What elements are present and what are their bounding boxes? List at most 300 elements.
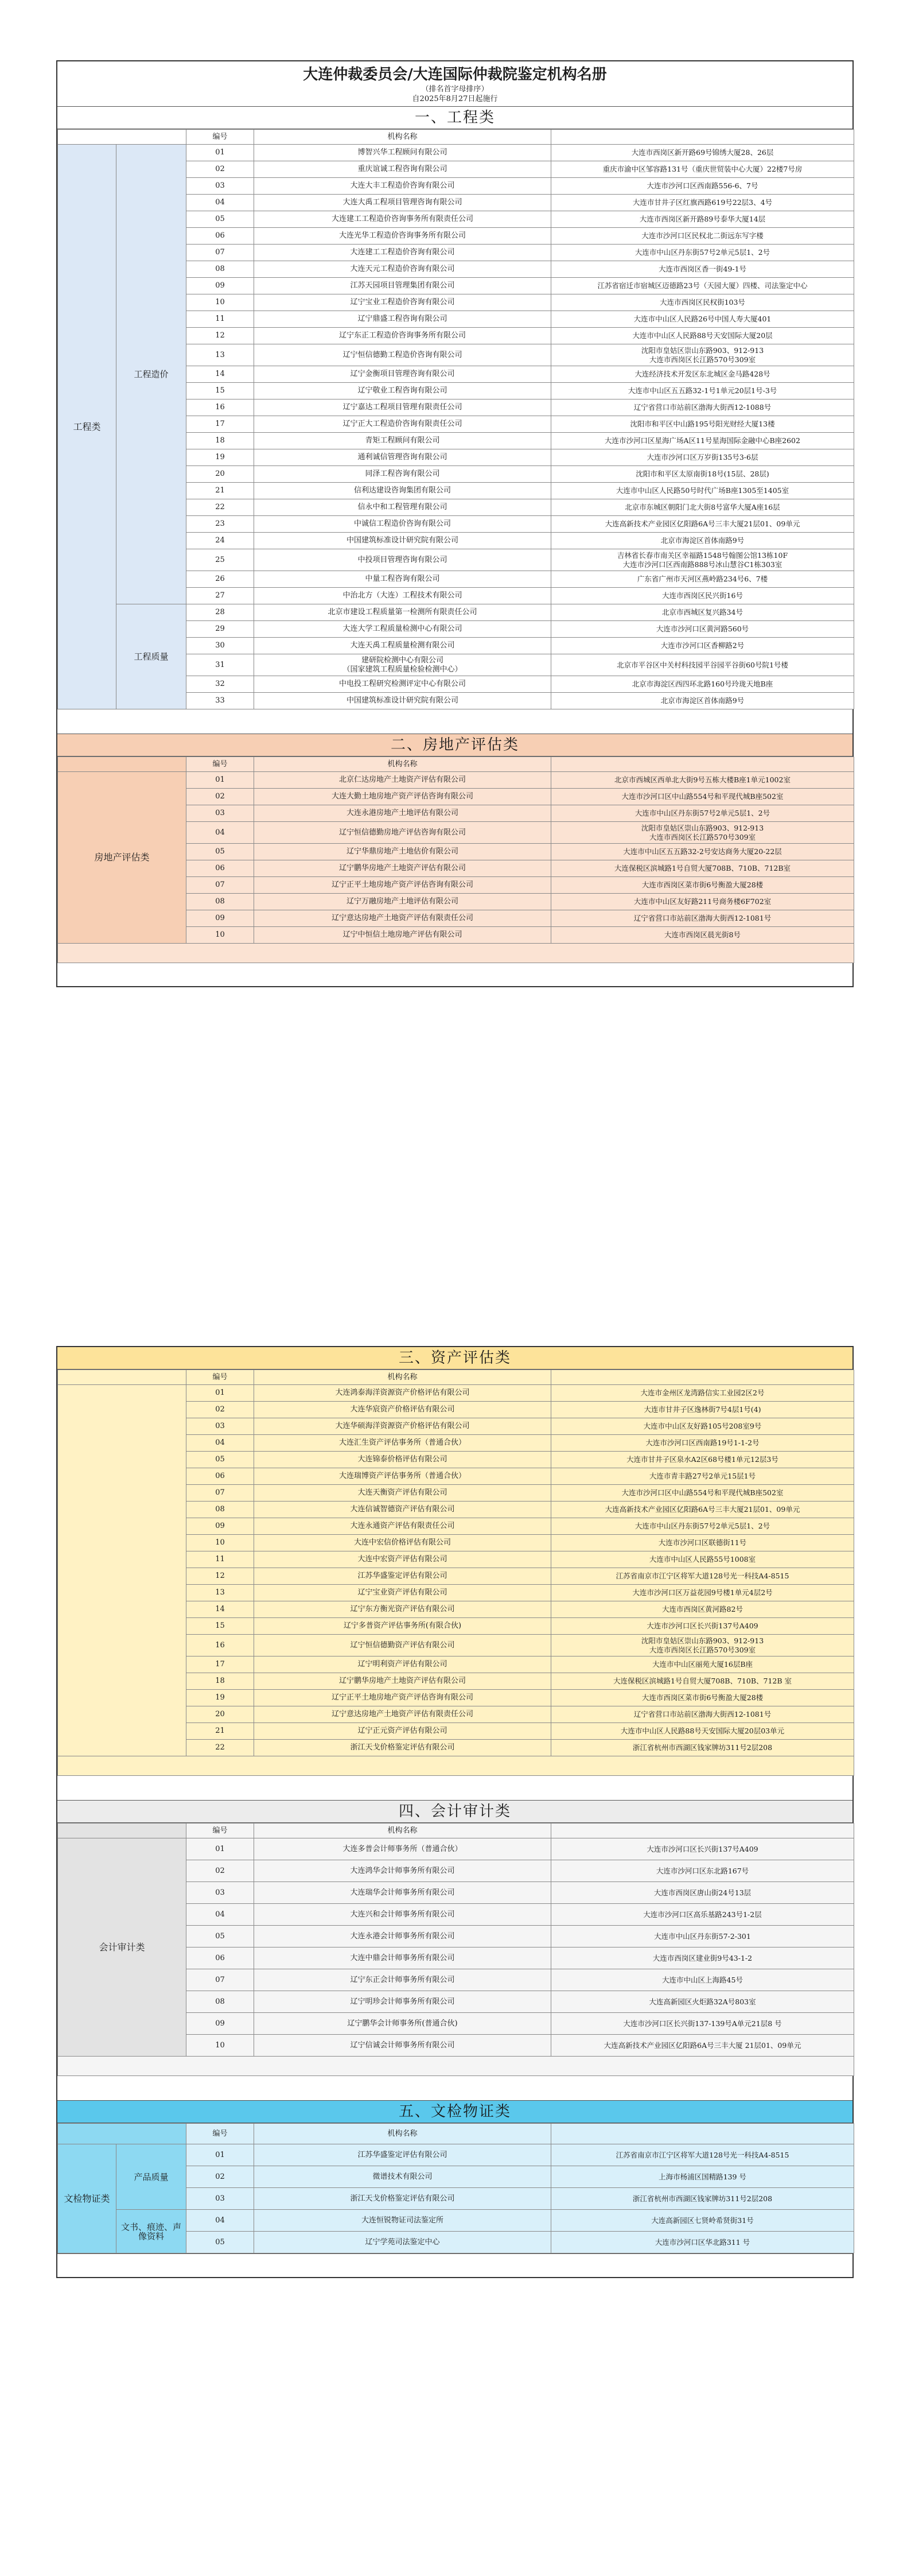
institution-name: 辽宁东正会计师事务所有限公司: [254, 1969, 551, 1991]
institution-name: 辽宁恒信德勤工程造价咨询有限公司: [254, 344, 551, 366]
institution-name: 辽宁鹏华房地产土地资产评估有限公司: [254, 860, 551, 877]
institution-address: 北京市海淀区西四环北路160号玲珑天地B座: [551, 676, 854, 693]
header-name: 机构名称: [254, 1370, 551, 1385]
institution-address: 大连市西岗区黄河路82号: [551, 1601, 854, 1618]
row-number: 10: [186, 927, 254, 944]
row-number: 02: [186, 161, 254, 178]
title-block: [57, 61, 852, 107]
institution-address: 大连经济技术开发区东北城区金马路428号: [551, 366, 854, 383]
institution-address: 大连高新园区火炬路32A号803室: [551, 1991, 854, 2013]
institution-name: 大连大勤土地房地产资产评估咨询有限公司: [254, 789, 551, 805]
institution-name: 大连中宏资产评估有限公司: [254, 1551, 551, 1568]
institution-name: 重庆谊诚工程咨询有限公司: [254, 161, 551, 178]
row-number: 11: [186, 311, 254, 328]
institution-name: 大连大学工程质量检测中心有限公司: [254, 621, 551, 638]
row-number: 05: [186, 1926, 254, 1947]
blank-cell: [58, 1756, 854, 1776]
institution-name: 大连建工工程造价咨询事务所有限责任公司: [254, 211, 551, 228]
table-row: [58, 1385, 854, 1402]
row-number: 09: [186, 2013, 254, 2035]
row-number: 05: [186, 1452, 254, 1468]
institution-name: 大连华硕海洋资源资产价格评估有限公司: [254, 1418, 551, 1435]
institution-name: 北京市建设工程质量第一检测所有限责任公司: [254, 604, 551, 621]
institution-name: 大连瑞博资产评估事务所（普通合伙）: [254, 1468, 551, 1485]
institution-name: 辽宁敬业工程咨询有限公司: [254, 383, 551, 399]
row-number: 10: [186, 294, 254, 311]
institution-name: 同泽工程咨询有限公司: [254, 466, 551, 483]
institution-address: 大连市中山区五五路32-2号安达商务大厦20-22层: [551, 844, 854, 860]
institution-name: 辽宁万融房地产土地评估有限公司: [254, 894, 551, 910]
institution-name: 江苏华盛鉴定评估有限公司: [254, 1568, 551, 1585]
institution-name: 辽宁正元资产评估有限公司: [254, 1723, 551, 1740]
institution-address: 大连市西岗区民兴街16号: [551, 588, 854, 604]
institution-address: 大连市中山区丽苑大厦16层B座: [551, 1656, 854, 1673]
institution-address: 大连保税区滨城路1号自贸大厦708B、710B、712B室: [551, 860, 854, 877]
institution-address: 沈阳市皇姑区崇山东路903、912-913 大连市西岗区长江路570号309室: [551, 1635, 854, 1656]
institution-name: 辽宁东正工程造价咨询事务所有限公司: [254, 328, 551, 344]
institution-address: 大连保税区滨城路1号自贸大厦708B、710B、712B 室: [551, 1673, 854, 1690]
institution-address: 大连市中山区上海路45号: [551, 1969, 854, 1991]
section-table: [57, 1823, 854, 2076]
row-number: 14: [186, 1601, 254, 1618]
institution-address: 大连高新技术产业园区亿阳路6A号三丰大厦21层01、09单元: [551, 516, 854, 533]
institution-address: 大连市金州区龙湾路信实工业园2区2号: [551, 1385, 854, 1402]
row-number: 01: [186, 2144, 254, 2166]
row-number: 06: [186, 228, 254, 245]
institution-address: 大连市西岗区菜市街6号衡盈大厦28楼: [551, 877, 854, 894]
row-number: 05: [186, 211, 254, 228]
row-number: 12: [186, 328, 254, 344]
institution-address: 大连高新园区七贤岭希贤街31号: [551, 2210, 854, 2232]
institution-address: 沈阳市和平区中山路195号阳光财经大厦13楼: [551, 416, 854, 433]
institution-address: 大连市沙河口区香柳路2号: [551, 638, 854, 654]
institution-name: 大连信诚智德资产评估有限公司: [254, 1502, 551, 1518]
institution-address: 辽宁省营口市站前区渤海大街西12-1081号: [551, 1706, 854, 1723]
row-number: 17: [186, 416, 254, 433]
row-number: 06: [186, 1947, 254, 1969]
institution-address: 大连市西岗区新开路89号泰华大厦14层: [551, 211, 854, 228]
blank-cell: [58, 2057, 854, 2076]
institution-name: 中量工程咨询有限公司: [254, 571, 551, 588]
institution-address: 大连市青丰路27号2单元15层1号: [551, 1468, 854, 1485]
institution-address: 北京市西城区复兴路34号: [551, 604, 854, 621]
row-number: 20: [186, 466, 254, 483]
institution-name: 大连天元工程造价咨询有限公司: [254, 261, 551, 278]
row-number: 21: [186, 483, 254, 499]
institution-name: 辽宁学苑司法鉴定中心: [254, 2232, 551, 2253]
header-blank: [58, 130, 186, 145]
row-number: 03: [186, 1882, 254, 1904]
section-table: [57, 1370, 854, 1776]
row-number: 24: [186, 533, 254, 549]
section-asset-appraisal: [57, 1347, 852, 1776]
row-number: 08: [186, 894, 254, 910]
institution-name: 中国建筑标准设计研究院有限公司: [254, 693, 551, 709]
institution-address: 大连市甘井子区泉水A2区68号楼1单元12层3号: [551, 1452, 854, 1468]
section-spacer: [57, 2076, 852, 2101]
institution-address: 江苏省南京市江宁区将军大道128号光一科技A4-8515: [551, 2144, 854, 2166]
header-blank: [58, 1370, 186, 1385]
institution-address: 沈阳市和平区太原南街18号(15层、28层): [551, 466, 854, 483]
institution-name: 北京仁达房地产土地资产评估有限公司: [254, 772, 551, 789]
row-number: 18: [186, 1673, 254, 1690]
institution-address: 大连市西岗区民权街103号: [551, 294, 854, 311]
row-number: 01: [186, 145, 254, 161]
institution-address: 大连市中山区人民路55号1008室: [551, 1551, 854, 1568]
header-no: 编号: [186, 130, 254, 145]
institution-address: 大连高新技术产业园区亿阳路6A号三丰大厦 21层01、09单元: [551, 2035, 854, 2057]
institution-name: 大连鸿华会计师事务所有限公司: [254, 1860, 551, 1882]
section-title: 一、工程类: [57, 107, 852, 129]
institution-name: 辽宁华鼎房地产土地估价有限公司: [254, 844, 551, 860]
row-number: 06: [186, 860, 254, 877]
row-number: 07: [186, 1485, 254, 1502]
institution-name: 大连恒锐物证司法鉴定所: [254, 2210, 551, 2232]
institution-address: 大连市中山区丹东街57号2单元5层1、2号: [551, 805, 854, 822]
institution-name: 中治北方（大连）工程技术有限公司: [254, 588, 551, 604]
row-number: 08: [186, 261, 254, 278]
sort-note: （排名首字母排序）: [421, 85, 489, 94]
row-number: 01: [186, 1385, 254, 1402]
table-header-row: [58, 130, 854, 145]
row-number: 04: [186, 822, 254, 844]
category-label: 会计审计类: [58, 1838, 186, 2057]
institution-name: 辽宁宝业资产评估有限公司: [254, 1585, 551, 1601]
institution-name: 大连中宏信价格评估有限公司: [254, 1535, 551, 1551]
row-number: 22: [186, 499, 254, 516]
institution-name: 辽宁正大工程造价咨询有限责任公司: [254, 416, 551, 433]
institution-address: 大连市沙河口区长兴街137-139号A单元21层8 号: [551, 2013, 854, 2035]
institution-name: 通利诚信管理咨询有限公司: [254, 449, 551, 466]
table-blank-row: [58, 944, 854, 963]
row-number: 19: [186, 1690, 254, 1706]
section-documents-evidence: [57, 2101, 852, 2253]
row-number: 28: [186, 604, 254, 621]
institution-address: 大连市沙河口区西南路556-6、7号: [551, 178, 854, 195]
institution-address: 大连市沙河口区万岁街135号3-6层: [551, 449, 854, 466]
row-number: 04: [186, 195, 254, 211]
institution-name: 大连永港会计师事务所有限公司: [254, 1926, 551, 1947]
row-number: 13: [186, 1585, 254, 1601]
category-label: 工程类: [58, 145, 116, 709]
subcategory-label: 产品质量: [116, 2144, 186, 2210]
institution-name: 大连天禹工程质量检测有限公司: [254, 638, 551, 654]
institution-name: 辽宁中恒信土地房地产评估有限公司: [254, 927, 551, 944]
header-blank: [58, 2124, 186, 2144]
institution-name: 中投项目管理咨询有限公司: [254, 549, 551, 571]
institution-address: 浙江省杭州市西湖区钱家牌坊311号2层208: [551, 1740, 854, 1756]
institution-name: 中电投工程研究检测评定中心有限公司: [254, 676, 551, 693]
institution-address: 大连市甘井子区逸林街7号4层1号(4): [551, 1402, 854, 1418]
row-number: 17: [186, 1656, 254, 1673]
row-number: 25: [186, 549, 254, 571]
institution-name: 大连光华工程造价咨询事务所有限公司: [254, 228, 551, 245]
category-label: 房地产评估类: [58, 772, 186, 944]
header-no: 编号: [186, 1370, 254, 1385]
row-number: 04: [186, 1435, 254, 1452]
row-number: 06: [186, 1468, 254, 1485]
institution-name: 辽宁正平土地房地产资产评估咨询有限公司: [254, 1690, 551, 1706]
institution-address: 大连市中山区友好路105号208室9号: [551, 1418, 854, 1435]
row-number: 07: [186, 245, 254, 261]
row-number: 12: [186, 1568, 254, 1585]
institution-name: 大连永港房地产土地评估有限公司: [254, 805, 551, 822]
institution-name: 中国建筑标准设计研究院有限公司: [254, 533, 551, 549]
institution-name: 大连大丰工程造价咨询有限公司: [254, 178, 551, 195]
header-no: 编号: [186, 2124, 254, 2144]
institution-address: 大连市沙河口区民权北二街远东写字楼: [551, 228, 854, 245]
row-number: 08: [186, 1502, 254, 1518]
section-table: [57, 129, 854, 709]
header-name: 机构名称: [254, 1824, 551, 1838]
section-spacer: [57, 2253, 852, 2277]
row-number: 02: [186, 1402, 254, 1418]
institution-address: 上海市杨浦区国精路139 号: [551, 2166, 854, 2188]
row-number: 03: [186, 178, 254, 195]
row-number: 10: [186, 1535, 254, 1551]
row-number: 01: [186, 772, 254, 789]
header-name: 机构名称: [254, 2124, 551, 2144]
institution-name: 青矩工程顾问有限公司: [254, 433, 551, 449]
row-number: 19: [186, 449, 254, 466]
institution-address: 大连高新技术产业园区亿阳路6A号三丰大厦21层01、09单元: [551, 1502, 854, 1518]
section-spacer: [57, 709, 852, 734]
institution-address: 大连市西岗区香一街49-1号: [551, 261, 854, 278]
row-number: 13: [186, 344, 254, 366]
institution-address: 大连市西岗区晨光街8号: [551, 927, 854, 944]
header-no: 编号: [186, 1824, 254, 1838]
institution-name: 大连永通资产评估有限责任公司: [254, 1518, 551, 1535]
row-number: 23: [186, 516, 254, 533]
row-number: 16: [186, 1635, 254, 1656]
institution-name: 辽宁意达房地产土地资产评估有限责任公司: [254, 1706, 551, 1723]
institution-address: 大连市沙河口区星海广场A区11号星海国际金融中心B座2602: [551, 433, 854, 449]
institution-address: 大连市西岗区新开路69号锦绣大厦28、26层: [551, 145, 854, 161]
registry-sheet-page-2: [56, 1346, 854, 2278]
institution-address: 大连市中山区人民路26号中国人寿大厦401: [551, 311, 854, 328]
row-number: 04: [186, 1904, 254, 1926]
institution-address: 大连市沙河口区东北路167号: [551, 1860, 854, 1882]
row-number: 18: [186, 433, 254, 449]
institution-address: 大连市西岗区唐山街24号13层: [551, 1882, 854, 1904]
table-header-row: [58, 2124, 854, 2144]
institution-name: 辽宁金衡项目管理咨询有限公司: [254, 366, 551, 383]
row-number: 07: [186, 877, 254, 894]
subcategory-label: 文书、痕迹、声像资料: [116, 2210, 186, 2253]
institution-address: 大连市沙河口区长兴街137号A409: [551, 1618, 854, 1635]
table-row: [58, 604, 854, 621]
institution-name: 辽宁信诚会计师事务所有限公司: [254, 2035, 551, 2057]
row-number: 05: [186, 2232, 254, 2253]
header-name: 机构名称: [254, 130, 551, 145]
institution-address: 大连市中山区丹东街57号2单元5层1、2号: [551, 1518, 854, 1535]
blank-cell: [58, 944, 854, 963]
institution-name: 辽宁正平土地房地产资产评估咨询有限公司: [254, 877, 551, 894]
table-header-row: [58, 1370, 854, 1385]
category-label: 文检物证类: [58, 2144, 116, 2253]
row-number: 26: [186, 571, 254, 588]
institution-address: 广东省广州市天河区燕岭路234号6、7楼: [551, 571, 854, 588]
section-title: 五、文检物证类: [57, 2101, 852, 2123]
institution-name: 大连天衡资产评估有限公司: [254, 1485, 551, 1502]
institution-address: 大连市中山区丹东街57号2单元5层1、2号: [551, 245, 854, 261]
subcategory-label: 工程造价: [116, 145, 186, 604]
institution-name: 辽宁恒信德勤房地产评估咨询有限公司: [254, 822, 551, 844]
institution-address: 北京市海淀区首体南路9号: [551, 693, 854, 709]
institution-name: 信永中和工程管理有限公司: [254, 499, 551, 516]
row-number: 07: [186, 1969, 254, 1991]
section-table: [57, 2123, 854, 2253]
institution-address: 浙江省杭州市西湖区钱家牌坊311号2层208: [551, 2188, 854, 2210]
row-number: 21: [186, 1723, 254, 1740]
institution-address: 辽宁省营口市站前区渤海大街西12-1088号: [551, 399, 854, 416]
category-label: [58, 1385, 186, 1756]
institution-address: 大连市中山区人民路50号时代广场B座1305至1405室: [551, 483, 854, 499]
institution-address: 大连市中山区友好路211号商务楼6F702室: [551, 894, 854, 910]
institution-name: 辽宁明珍会计师事务所有限公司: [254, 1991, 551, 2013]
institution-name: 大连瑞华会计师事务所有限公司: [254, 1882, 551, 1904]
institution-address: 大连市中山区五五路32-1号1单元20层1号-3号: [551, 383, 854, 399]
institution-name: 大连兴和会计师事务所有限公司: [254, 1904, 551, 1926]
row-number: 27: [186, 588, 254, 604]
section-title: 三、资产评估类: [57, 1347, 852, 1370]
table-row: [58, 2144, 854, 2166]
institution-address: 大连市沙河口区黄河路560号: [551, 621, 854, 638]
row-number: 03: [186, 805, 254, 822]
institution-name: 浙江天戈价格鉴定评估有限公司: [254, 1740, 551, 1756]
institution-address: 大连市沙河口区华北路311 号: [551, 2232, 854, 2253]
institution-address: 辽宁省营口市站前区渤海大街西12-1081号: [551, 910, 854, 927]
institution-name: 大连多普会计师事务所（普通合伙）: [254, 1838, 551, 1860]
section-spacer: [57, 1776, 852, 1801]
effective-date-note: 自2025年8月27日起施行: [412, 95, 498, 103]
row-number: 02: [186, 2166, 254, 2188]
header-name: 机构名称: [254, 757, 551, 772]
row-number: 32: [186, 676, 254, 693]
header-blank: [58, 1824, 186, 1838]
header-address: [551, 1824, 854, 1838]
institution-address: 北京市平谷区中关村科技园平谷园平谷街60号院1号楼: [551, 654, 854, 676]
institution-name: 大连中鼎会计师事务所有限公司: [254, 1947, 551, 1969]
institution-address: 大连市中山区人民路88号天安国际大厦20层03单元: [551, 1723, 854, 1740]
institution-address: 大连市中山区人民路88号天安国际大厦20层: [551, 328, 854, 344]
institution-name: 江苏天园项目管理集团有限公司: [254, 278, 551, 294]
table-header-row: [58, 1824, 854, 1838]
institution-address: 大连市沙河口区联德街11号: [551, 1535, 854, 1551]
institution-address: 大连市沙河口区长兴街137号A409: [551, 1838, 854, 1860]
row-number: 20: [186, 1706, 254, 1723]
institution-address: 重庆市渝中区邹容路131号（重庆世贸装中心大厦）22楼7号房: [551, 161, 854, 178]
institution-name: 辽宁明利资产评估有限公司: [254, 1656, 551, 1673]
section-real-estate: [57, 734, 852, 963]
header-blank: [58, 757, 186, 772]
row-number: 14: [186, 366, 254, 383]
header-no: 编号: [186, 757, 254, 772]
institution-name: 信利达建设咨询集团有限公司: [254, 483, 551, 499]
row-number: 02: [186, 789, 254, 805]
institution-name: 辽宁意达房地产土地资产评估有限责任公司: [254, 910, 551, 927]
institution-name: 辽宁嘉达工程项目管理有限责任公司: [254, 399, 551, 416]
institution-address: 吉林省长春市南关区幸福路1548号翰图公馆13栋10F 大连市沙河口区西南路888号冰山慧谷C1栋303室: [551, 549, 854, 571]
institution-address: 大连市沙河口区中山路554号和平现代城B座502室: [551, 789, 854, 805]
header-address: [551, 130, 854, 145]
row-number: 01: [186, 1838, 254, 1860]
row-number: 31: [186, 654, 254, 676]
row-number: 15: [186, 383, 254, 399]
row-number: 03: [186, 2188, 254, 2210]
institution-address: 沈阳市皇姑区崇山东路903、912-913 大连市西岗区长江路570号309室: [551, 822, 854, 844]
row-number: 22: [186, 1740, 254, 1756]
institution-name: 大连鸿泰海洋资源资产价格评估有限公司: [254, 1385, 551, 1402]
header-address: [551, 1370, 854, 1385]
row-number: 05: [186, 844, 254, 860]
institution-address: 大连市中山区丹东街57-2-301: [551, 1926, 854, 1947]
institution-name: 江苏华盛鉴定评估有限公司: [254, 2144, 551, 2166]
institution-address: 大连市西岗区菜市街6号衡盈大厦28楼: [551, 1690, 854, 1706]
institution-name: 辽宁鼎盛工程咨询有限公司: [254, 311, 551, 328]
institution-address: 大连市西岗区建业街9号43-1-2: [551, 1947, 854, 1969]
institution-name: 大连大禹工程项目管理咨询有限公司: [254, 195, 551, 211]
institution-name: 大连锦泰价格评估有限公司: [254, 1452, 551, 1468]
row-number: 11: [186, 1551, 254, 1568]
institution-name: 博智兴华工程顾问有限公司: [254, 145, 551, 161]
section-title: 二、房地产评估类: [57, 734, 852, 756]
subcategory-label: 工程质量: [116, 604, 186, 709]
row-number: 10: [186, 2035, 254, 2057]
row-number: 04: [186, 2210, 254, 2232]
institution-name: 中诚信工程造价咨询有限公司: [254, 516, 551, 533]
institution-address: 沈阳市皇姑区崇山东路903、912-913 大连市西岗区长江路570号309室: [551, 344, 854, 366]
header-address: [551, 757, 854, 772]
institution-address: 北京市海淀区首体南路9号: [551, 533, 854, 549]
page-title: 大连仲裁委员会/大连国际仲裁院鉴定机构名册: [303, 66, 607, 83]
institution-address: 江苏省南京市江宁区将军大道128号光一科技A4-8515: [551, 1568, 854, 1585]
section-engineering: [57, 107, 852, 709]
table-row: [58, 772, 854, 789]
table-blank-row: [58, 1756, 854, 1776]
institution-address: 大连市沙河口区中山路554号和平现代城B座502室: [551, 1485, 854, 1502]
row-number: 33: [186, 693, 254, 709]
row-number: 29: [186, 621, 254, 638]
header-address: [551, 2124, 854, 2144]
table-header-row: [58, 757, 854, 772]
institution-name: 辽宁鹏华房地产土地资产评估有限公司: [254, 1673, 551, 1690]
row-number: 15: [186, 1618, 254, 1635]
institution-address: 大连市沙河口区高乐基路243号1-2层: [551, 1904, 854, 1926]
row-number: 02: [186, 1860, 254, 1882]
institution-name: 辽宁宝业工程造价咨询有限公司: [254, 294, 551, 311]
section-table: [57, 756, 854, 963]
institution-address: 大连市甘井子区红旗西路619号22层3、4号: [551, 195, 854, 211]
table-row: [58, 2210, 854, 2232]
institution-name: 微谱技术有限公司: [254, 2166, 551, 2188]
institution-address: 北京市东城区朝阳门北大街8号富华大厦A座16层: [551, 499, 854, 516]
table-row: [58, 1838, 854, 1860]
registry-sheet-page-1: [56, 60, 854, 987]
institution-name: 大连建工工程造价咨询有限公司: [254, 245, 551, 261]
section-title: 四、会计审计类: [57, 1801, 852, 1823]
institution-name: 浙江天戈价格鉴定评估有限公司: [254, 2188, 551, 2210]
institution-address: 北京市西城区西单北大街9号五栋大楼B座1单元1002室: [551, 772, 854, 789]
institution-name: 辽宁恒信德勤资产评估有限公司: [254, 1635, 551, 1656]
row-number: 08: [186, 1991, 254, 2013]
institution-name: 辽宁多普资产评估事务所(有限合伙): [254, 1618, 551, 1635]
table-row: [58, 145, 854, 161]
institution-name: 辽宁东方衡光资产评估有限公司: [254, 1601, 551, 1618]
row-number: 16: [186, 399, 254, 416]
row-number: 03: [186, 1418, 254, 1435]
institution-name: 建研院检测中心有限公司 （国家建筑工程质量检验检测中心）: [254, 654, 551, 676]
